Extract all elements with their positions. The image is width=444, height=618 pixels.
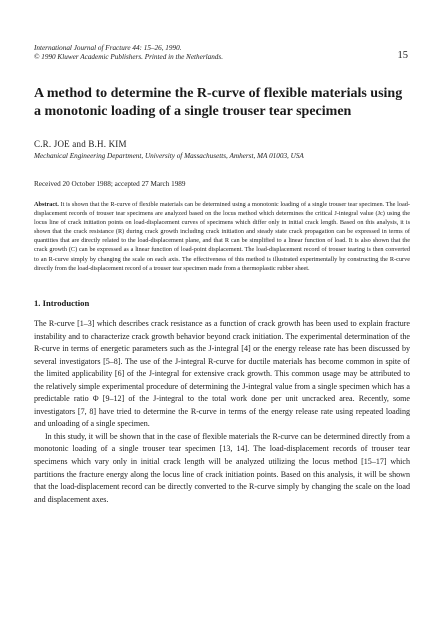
abstract-text: It is shown that the R-curve of flexible materials can be determined using a monotonic loading of a single trouser tear specimen. The load-displacement records of trouser tear specimens are analyzed based on the locus method which determines the critical J-integral value (Jc) using the locus line of crack initiation points on load-displacement curves of specimens which differ only in initial crack length. Based on this analysis, it is shown that the crack resistance (R) during crack growth including crack initiation and steady state crack propagation can be expressed in terms of quantities that are directly related to the load-displacement plane, and that R can be simplified to a linear function of load. It is also shown that the crack growth (C) can be expressed as a linear function of load-point displacement. The load-displacement record of trouser tearing is then converted to an R-curve simply by changing the scale on each axis. The effectiveness of this method is illustrated experimentally by constructing the R-curve directly from the load-displacement record of a trouser tear specimen made from a thermoplastic rubber sheet. — [34, 201, 410, 272]
section-heading: 1. Introduction — [34, 298, 90, 308]
abstract — [34, 200, 410, 273]
page-number: 15 — [397, 50, 408, 61]
authors: C.R. JOE and B.H. KIM — [34, 139, 127, 149]
journal-citation — [34, 44, 374, 62]
received-dates: Received 20 October 1988; accepted 27 March 1989 — [34, 180, 186, 188]
journal-line-2: © 1990 Kluwer Academic Publishers. Printed in the Netherlands. — [34, 53, 223, 62]
paragraph: The R-curve [1–3] which describes crack resistance as a function of crack growth has been used to explain fracture instability and to characterize crack growth behavior beyond crack initiation. The experimental determination of the R-curve in terms of energetic parameters such as the J-integral [4] or the energy release rate has been discussed by several investigators [5–8]. The use of the J-integral R-curve for ductile materials has become common in spite of the limited applicability [6] of the J-integral for extensive crack growth. This common usage may be attributed to the relatively simple experimental procedure of determining the J-integral value from a single specimen which has a predictable ratio Φ [9–12] of the J-integral to the total work done per unit uncracked area. Recently, some investigators [7, 8] have tried to determine the R-curve in terms of the energy release rate using repeated loading and unloading of a single specimen. — [34, 319, 410, 429]
journal-line-1: International Journal of Fracture 44: 15–26, 1990. — [34, 44, 182, 52]
section-body — [34, 318, 410, 506]
paper-title: A method to determine the R-curve of flexible materials using a monotonic loading of a single trouser tear specimen — [34, 86, 403, 119]
abstract-label: Abstract. — [34, 201, 59, 208]
paragraph: In this study, it will be shown that in the case of flexible materials the R-curve can be determined directly from a monotonic loading of a single trouser tear specimen [13, 14]. The load-displacement records of trouser tear specimens which vary only in initial crack length will be analyzed utilizing the locus method [15–17] which partitions the fracture energy along the locus line of crack initiation points. Based on this analysis, it will be shown that the load-displacement record can be directly converted to the R-curve simply by changing the scale on the load and displacement axes. — [34, 431, 410, 504]
affiliation: Mechanical Engineering Department, University of Massachusetts, Amherst, MA 01003, USA — [34, 152, 304, 160]
